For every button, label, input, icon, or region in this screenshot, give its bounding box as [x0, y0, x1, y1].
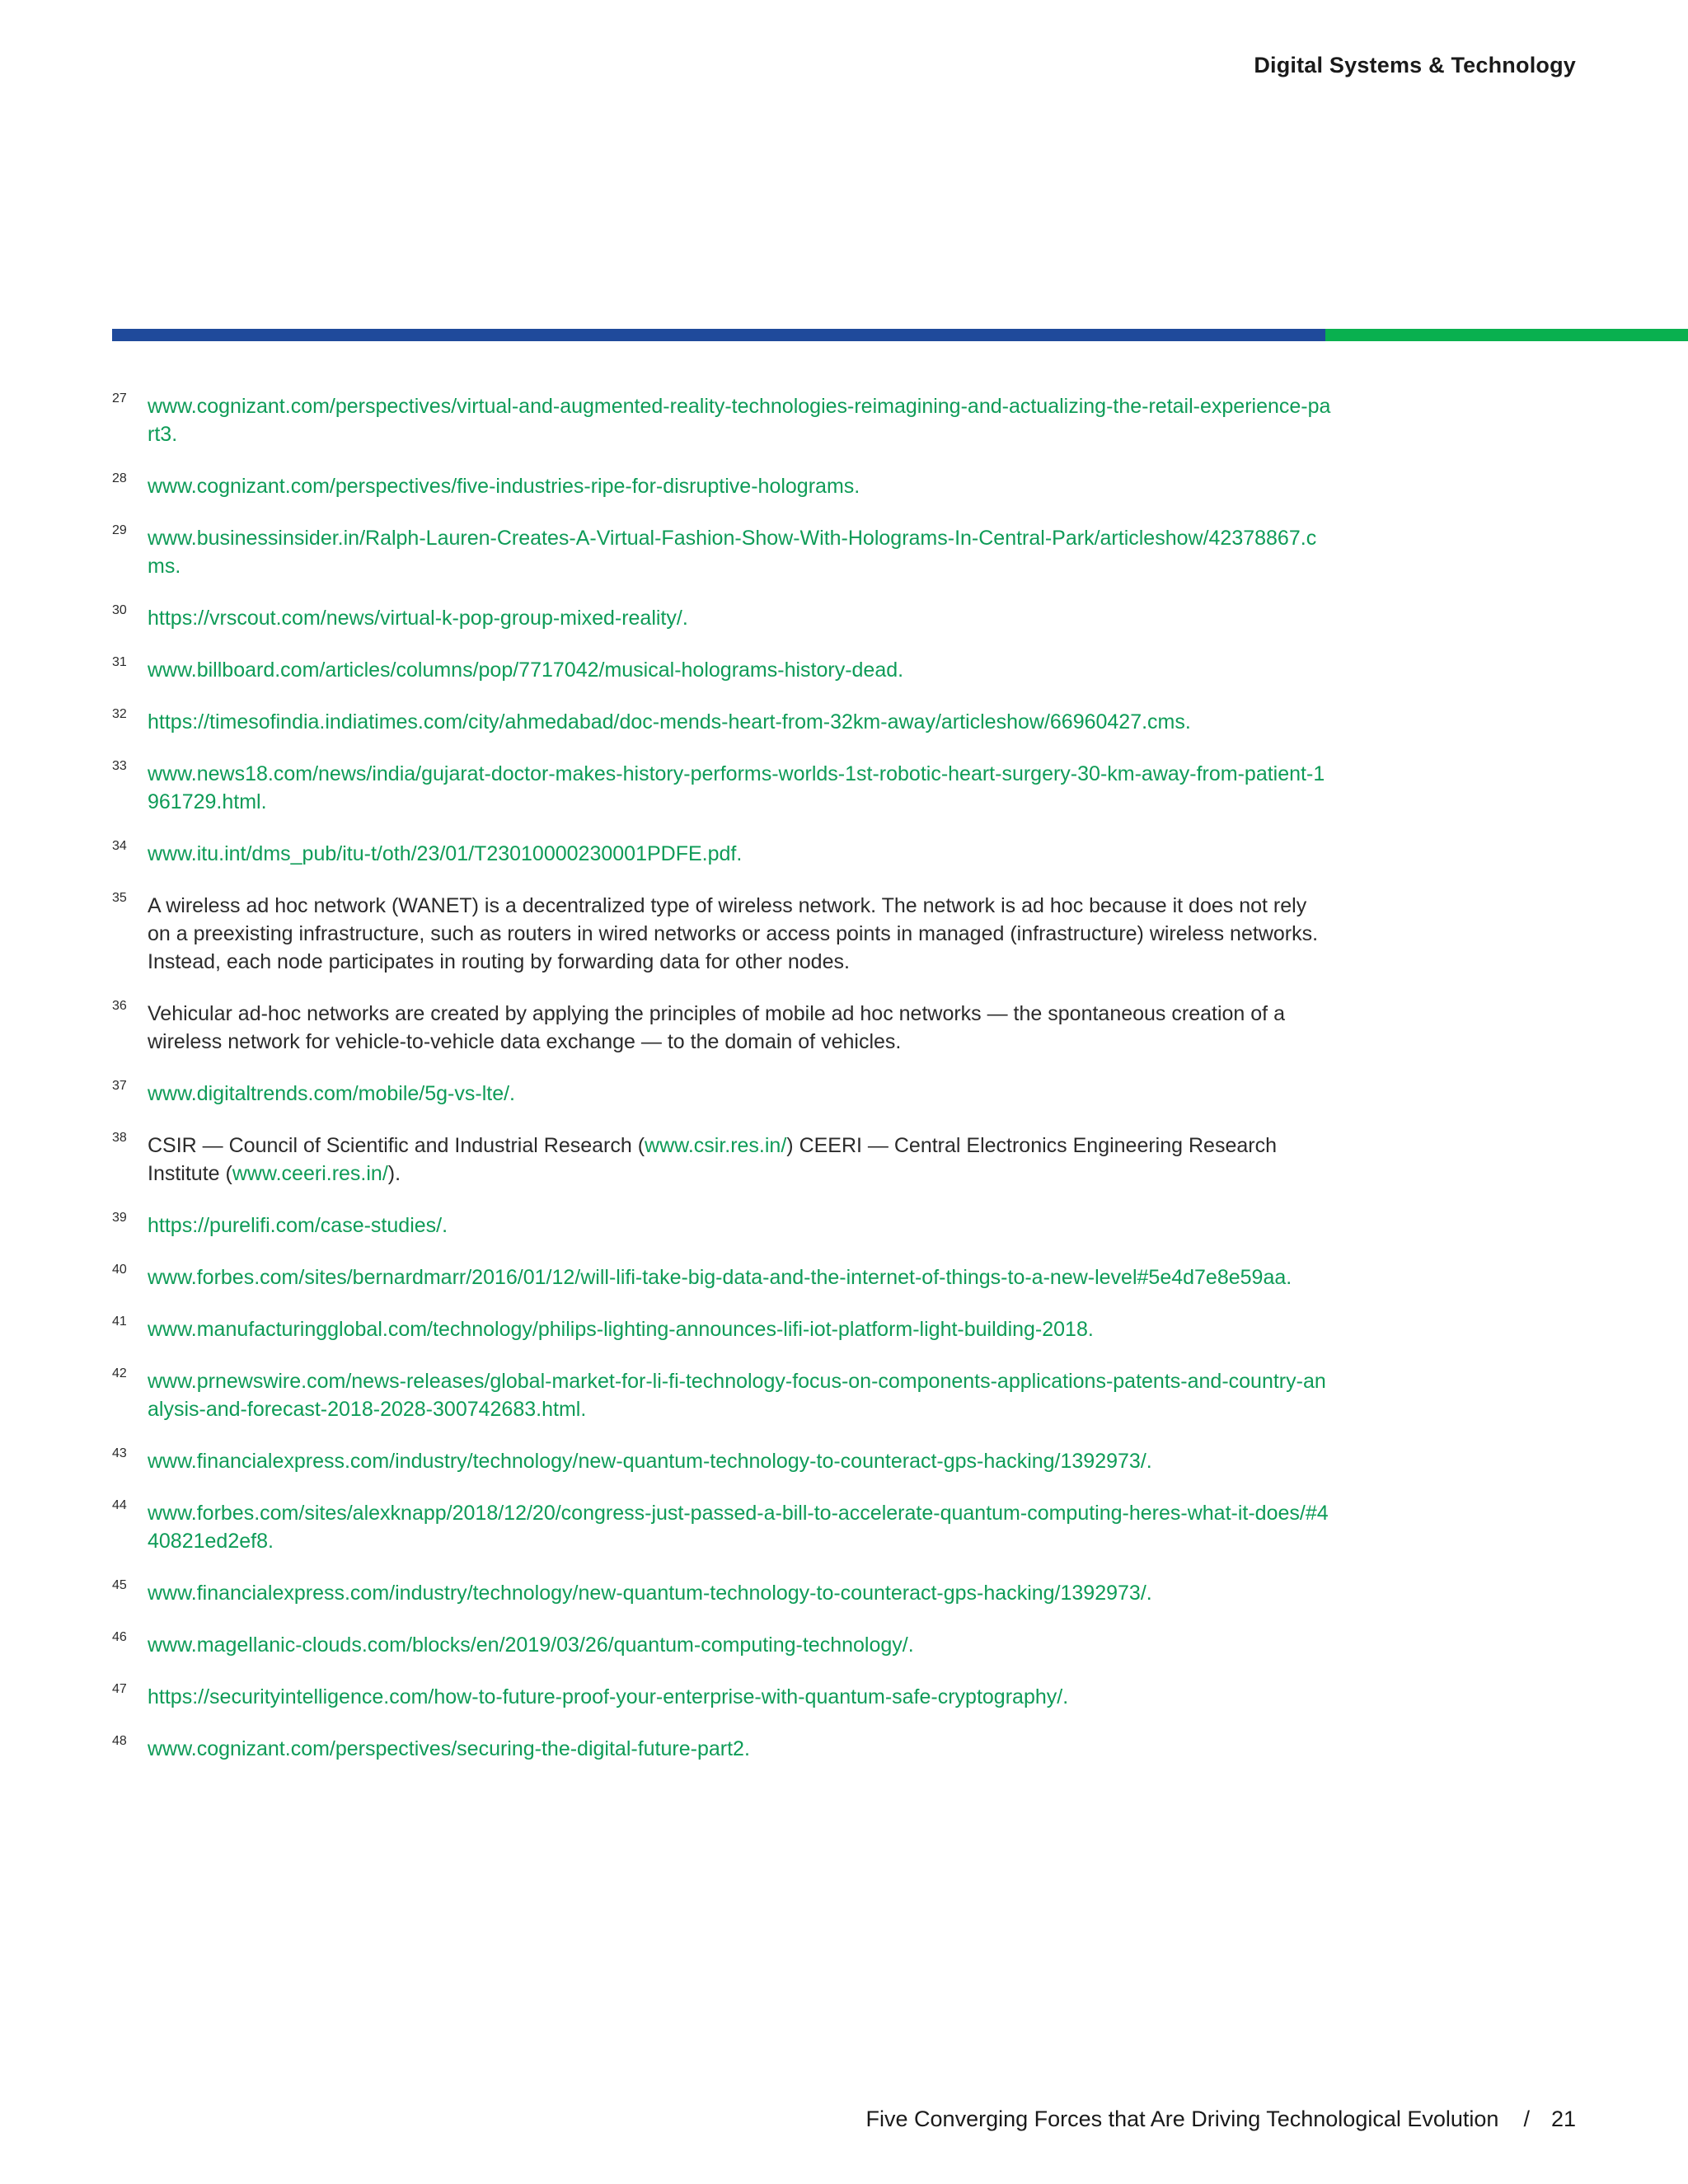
footer-title: Five Converging Forces that Are Driving Technological Evolution [865, 2107, 1499, 2131]
endnote-number: 48 [112, 1734, 127, 1748]
endnote-number: 37 [112, 1079, 127, 1093]
endnote-item [112, 840, 1332, 868]
endnote-text [148, 472, 1332, 500]
header-rule-blue [112, 329, 1325, 341]
footer-separator: / [1523, 2107, 1530, 2131]
endnote-link[interactable]: www.manufacturingglobal.com/technology/philips-lighting-announces-lifi-iot-platform-light-building-2018. [148, 1318, 1094, 1341]
endnote-item [112, 1683, 1332, 1711]
endnote-number: 30 [112, 603, 127, 617]
endnote-link[interactable]: www.ceeri.res.in/ [232, 1162, 388, 1185]
endnote-item [112, 892, 1332, 976]
header-rule-green [1325, 329, 1688, 341]
endnote-number: 44 [112, 1498, 127, 1512]
endnote-link[interactable]: www.financialexpress.com/industry/technology/new-quantum-technology-to-counteract-gps-hacking/1392973/. [148, 1450, 1152, 1473]
endnote-link[interactable]: www.magellanic-clouds.com/blocks/en/2019/03/26/quantum-computing-technology/. [148, 1633, 914, 1657]
endnote-link[interactable]: https://timesofindia.indiatimes.com/city/ahmedabad/doc-mends-heart-from-32km-away/articleshow/66960427.cms. [148, 710, 1191, 733]
endnote-item [112, 1212, 1332, 1240]
endnote-item [112, 1263, 1332, 1291]
page-number: 21 [1550, 2107, 1576, 2131]
endnote-text [148, 1499, 1332, 1555]
endnote-item [112, 604, 1332, 632]
endnote-number: 40 [112, 1263, 127, 1277]
endnote-text [148, 1315, 1332, 1343]
endnote-item [112, 472, 1332, 500]
endnote-text [148, 1367, 1332, 1423]
endnote-link[interactable]: www.itu.int/dms_pub/itu-t/oth/23/01/T23010000230001PDFE.pdf. [148, 842, 743, 865]
endnote-plain-text: CSIR — Council of Scientific and Industrial Research ( [148, 1134, 645, 1157]
endnote-text [148, 1579, 1332, 1607]
endnote-item [112, 1000, 1332, 1056]
endnote-number: 33 [112, 759, 127, 773]
endnote-link[interactable]: www.cognizant.com/perspectives/securing-the-digital-future-part2. [148, 1737, 750, 1760]
endnote-link[interactable]: www.forbes.com/sites/alexknapp/2018/12/20/congress-just-passed-a-bill-to-accelerate-quantum-computing-heres-what-it-does/#440821ed2ef8. [148, 1502, 1329, 1553]
endnote-item [112, 760, 1332, 816]
endnote-number: 43 [112, 1446, 127, 1460]
endnote-plain-text: Vehicular ad-hoc networks are created by applying the principles of mobile ad hoc networks — the spontaneous creation of a wireless network for vehicle-to-vehicle data exchange — to the domain of vehicles. [148, 1002, 1285, 1053]
endnote-item [112, 1315, 1332, 1343]
endnote-text [148, 1000, 1332, 1056]
endnote-number: 32 [112, 707, 127, 721]
endnote-link[interactable]: https://securityintelligence.com/how-to-future-proof-your-enterprise-with-quantum-safe-cryptography/. [148, 1685, 1069, 1708]
endnote-number: 47 [112, 1682, 127, 1696]
endnote-number: 41 [112, 1315, 127, 1329]
endnote-number: 38 [112, 1131, 127, 1145]
endnote-item [112, 1579, 1332, 1607]
endnote-item [112, 1631, 1332, 1659]
endnote-item [112, 708, 1332, 736]
endnote-item [112, 392, 1332, 448]
endnote-text [148, 1683, 1332, 1711]
endnote-link[interactable]: www.financialexpress.com/industry/technology/new-quantum-technology-to-counteract-gps-hacking/1392973/. [148, 1582, 1152, 1605]
endnote-item [112, 1499, 1332, 1555]
endnote-link[interactable]: https://vrscout.com/news/virtual-k-pop-group-mixed-reality/. [148, 607, 688, 630]
endnote-number: 39 [112, 1211, 127, 1225]
endnote-number: 36 [112, 999, 127, 1013]
endnote-number: 45 [112, 1578, 127, 1592]
endnote-text [148, 1263, 1332, 1291]
endnote-item [112, 1132, 1332, 1188]
endnote-item [112, 1447, 1332, 1475]
endnote-number: 35 [112, 891, 127, 905]
endnote-text [148, 892, 1332, 976]
endnote-link[interactable]: www.digitaltrends.com/mobile/5g-vs-lte/. [148, 1082, 515, 1105]
endnote-item [112, 524, 1332, 580]
section-title: Digital Systems & Technology [1254, 53, 1576, 77]
endnote-number: 27 [112, 391, 127, 405]
endnotes-list [112, 392, 1332, 1787]
endnote-link[interactable]: www.cognizant.com/perspectives/five-industries-ripe-for-disruptive-holograms. [148, 475, 860, 498]
endnote-link[interactable]: www.csir.res.in/ [645, 1134, 787, 1157]
endnote-text [148, 1735, 1332, 1763]
endnote-plain-text: A wireless ad hoc network (WANET) is a decentralized type of wireless network. The network is ad hoc because it does not rely on a preexisting infrastructure, such as routers in wired networks or access points in managed (infrastructure) wireless networks. Instead, each node participates in routing by forwarding data for other nodes. [148, 894, 1319, 973]
endnote-link[interactable]: www.prnewswire.com/news-releases/global-market-for-li-fi-technology-focus-on-components-applications-patents-and-country-analysis-and-forecast-2018-2028-300742683.html. [148, 1370, 1326, 1421]
endnote-text [148, 1080, 1332, 1108]
endnote-text [148, 1212, 1332, 1240]
endnote-text [148, 1132, 1332, 1188]
endnote-number: 46 [112, 1630, 127, 1644]
endnote-text [148, 1631, 1332, 1659]
endnote-number: 31 [112, 655, 127, 669]
endnote-link[interactable]: . [171, 423, 178, 446]
endnote-text [148, 840, 1332, 868]
endnote-text [148, 708, 1332, 736]
endnote-link[interactable]: www.news18.com/news/india/gujarat-doctor-makes-history-performs-worlds-1st-robotic-heart-surgery-30-km-away-from-patient-1961729.html. [148, 762, 1325, 813]
endnote-item [112, 1367, 1332, 1423]
endnote-plain-text: ). [387, 1162, 401, 1185]
endnote-text [148, 604, 1332, 632]
page-footer [866, 2107, 1576, 2132]
endnote-link[interactable]: https://purelifi.com/case-studies/. [148, 1214, 448, 1237]
endnote-plain-text: ) CEERI — Central Electronics Engineering Research Institute ( [148, 1134, 1277, 1185]
endnote-text [148, 656, 1332, 684]
endnote-text [148, 524, 1332, 580]
endnote-item [112, 1735, 1332, 1763]
endnote-link[interactable]: www.cognizant.com/perspectives/virtual-and-augmented-reality-technologies-reimagining-and-actualizing-the-retail-experience-part3 [148, 395, 1331, 446]
endnote-text [148, 1447, 1332, 1475]
endnote-item [112, 1080, 1332, 1108]
endnote-link[interactable]: www.billboard.com/articles/columns/pop/7717042/musical-holograms-history-dead. [148, 658, 904, 682]
endnote-number: 34 [112, 839, 127, 853]
endnote-link[interactable]: www.forbes.com/sites/bernardmarr/2016/01/12/will-lifi-take-big-data-and-the-internet-of-things-to-a-new-level#5e4d7e8e59aa. [148, 1266, 1292, 1289]
endnote-item [112, 656, 1332, 684]
endnote-number: 29 [112, 523, 127, 537]
endnote-number: 28 [112, 471, 127, 485]
endnote-link[interactable]: www.businessinsider.in/Ralph-Lauren-Creates-A-Virtual-Fashion-Show-With-Holograms-In-Central-Park/articleshow/42378867.cms. [148, 527, 1317, 578]
endnote-text [148, 392, 1332, 448]
endnote-text [148, 760, 1332, 816]
endnote-number: 42 [112, 1366, 127, 1380]
